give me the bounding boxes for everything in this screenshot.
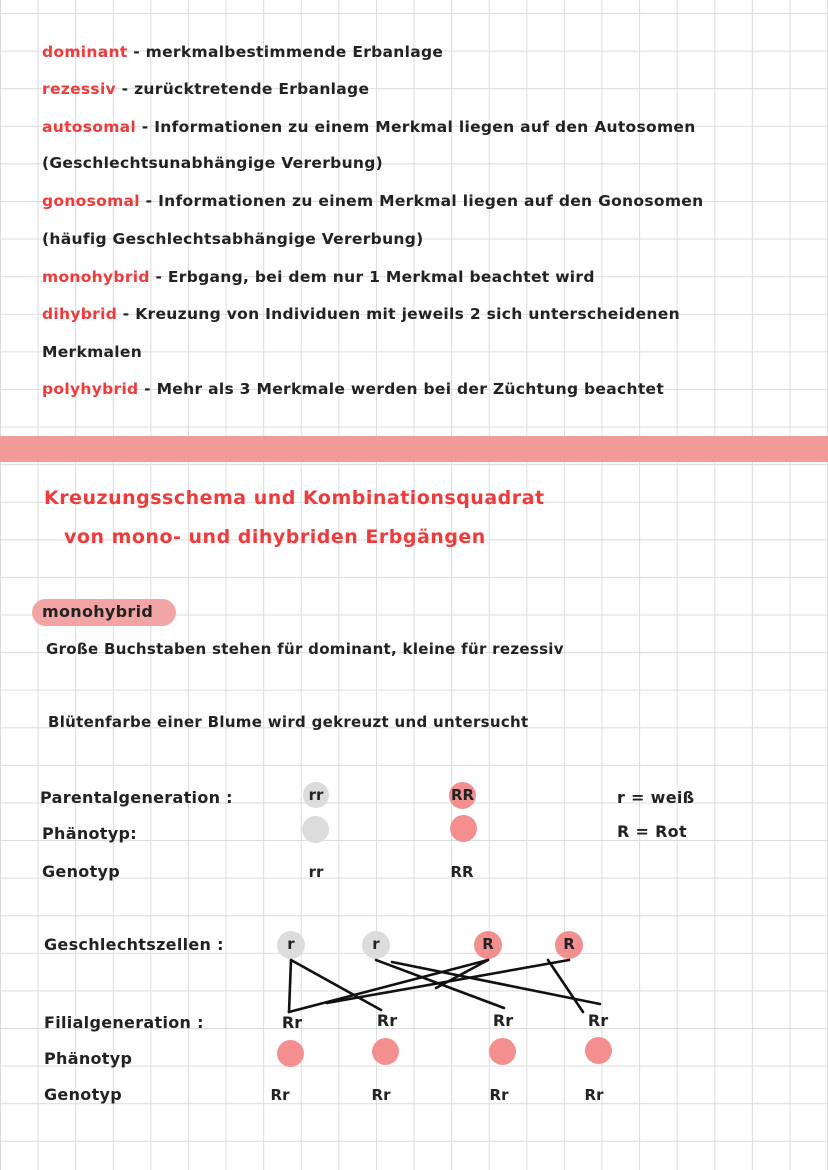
- legend-R: R = Rot: [617, 822, 687, 841]
- definition-text: - Erbgang, bei dem nur 1 Merkmal beachtet wird: [149, 268, 595, 286]
- parent1-allele: rr: [308, 786, 324, 804]
- genotype-label: Genotyp: [42, 862, 120, 881]
- term: autosomal: [42, 118, 137, 136]
- monohybrid-badge: monohybrid: [42, 602, 154, 621]
- offspring-genotype-1: Rr: [270, 1086, 290, 1104]
- term: dominant: [42, 43, 128, 61]
- offspring-phenotype-1: [277, 1040, 304, 1067]
- parent2-allele: RR: [450, 786, 475, 804]
- definition-text: - Kreuzung von Individuen mit jeweils 2 sich unterscheidenen: [117, 305, 680, 323]
- offspring-genotype-4: Rr: [584, 1086, 604, 1104]
- gamete-3: R: [482, 935, 494, 953]
- gametes-label: Geschlechtszellen :: [44, 935, 224, 954]
- definition-text: - zurücktretende Erbanlage: [115, 80, 370, 98]
- definition-text: (Geschlechtsunabhängige Vererbung): [42, 154, 384, 172]
- definition-text: (häufig Geschlechtsabhängige Vererbung): [42, 230, 424, 248]
- section-title-line2: von mono- und dihybriden Erbgängen: [64, 526, 486, 548]
- offspring-2: Rr: [376, 1011, 398, 1030]
- gamete-1: r: [287, 935, 295, 953]
- definition-text: - Mehr als 3 Merkmale werden bei der Züchtung beachtet: [138, 380, 665, 398]
- definition-text: - merkmalbestimmende Erbanlage: [127, 43, 444, 61]
- rule-text: Große Buchstaben stehen für dominant, kleine für rezessiv: [46, 640, 564, 658]
- offspring-phenotype-3: [489, 1038, 516, 1065]
- parental-label: Parentalgeneration :: [40, 788, 233, 807]
- gamete-4: R: [563, 935, 575, 953]
- offspring-phenotype-2: [372, 1038, 399, 1065]
- cross-line: [289, 960, 488, 1012]
- cross-line: [436, 960, 488, 988]
- term: polyhybrid: [42, 380, 139, 398]
- term: rezessiv: [42, 80, 116, 98]
- offspring-phenotype-4: [585, 1037, 612, 1064]
- legend-r: r = weiß: [617, 788, 695, 807]
- filial-phenotype-label: Phänotyp: [44, 1049, 133, 1068]
- filial-label: Filialgeneration :: [44, 1013, 204, 1032]
- term: dihybrid: [42, 305, 118, 323]
- term: gonosomal: [42, 192, 140, 210]
- offspring-genotype-3: Rr: [489, 1086, 509, 1104]
- term: monohybrid: [42, 268, 150, 286]
- gamete-2: r: [372, 935, 380, 953]
- cross-line: [327, 960, 569, 1003]
- definition-text: - Informationen zu einem Merkmal liegen auf den Gonosomen: [139, 192, 704, 210]
- cross-line: [548, 960, 583, 1012]
- definition-text: Merkmalen: [42, 343, 143, 361]
- cross-line: [392, 962, 600, 1004]
- filial-genotype-label: Genotyp: [44, 1085, 122, 1104]
- parent1-genotype: rr: [308, 863, 324, 881]
- offspring-genotype-2: Rr: [371, 1086, 391, 1104]
- section-title-line1: Kreuzungsschema und Kombinationsquadrat: [44, 487, 545, 509]
- parent2-genotype: RR: [450, 863, 474, 881]
- example-text: Blütenfarbe einer Blume wird gekreuzt und untersucht: [48, 713, 529, 731]
- cross-line: [289, 960, 291, 1012]
- definition-text: - Informationen zu einem Merkmal liegen auf den Autosomen: [136, 118, 696, 136]
- offspring-1: Rr: [281, 1013, 303, 1032]
- offspring-4: Rr: [587, 1011, 609, 1030]
- offspring-3: Rr: [492, 1011, 514, 1030]
- phenotype-label: Phänotyp:: [42, 824, 137, 843]
